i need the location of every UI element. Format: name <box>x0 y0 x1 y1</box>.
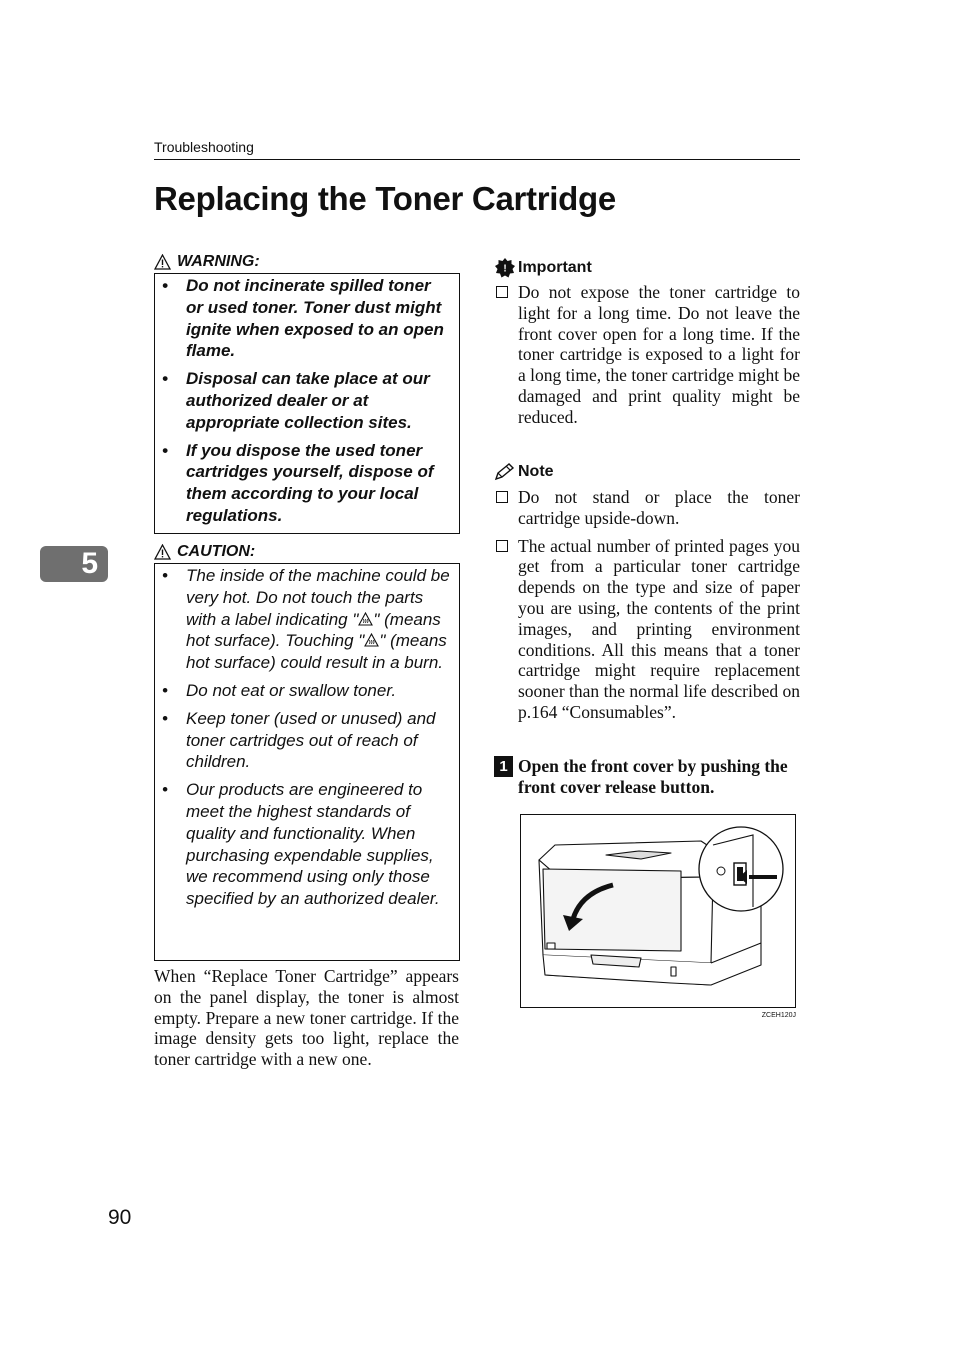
running-header: Troubleshooting <box>154 139 254 155</box>
note-item <box>494 536 800 723</box>
warning-item <box>162 368 451 433</box>
note-item <box>494 487 800 529</box>
caution-heading <box>154 543 255 561</box>
bullet: • <box>162 566 168 585</box>
important-icon <box>494 258 516 278</box>
caution-item-text-c: " (means hot surface) could result in a burn. <box>186 631 447 673</box>
caution-item <box>162 708 451 773</box>
caution-item <box>162 779 451 910</box>
caution-item <box>162 680 451 702</box>
step-1 <box>494 756 800 798</box>
warning-item-text: If you dispose the used toner cartridges yourself, dispose of them according to your local regulations. <box>186 440 434 525</box>
warning-item-text: Do not incinerate spilled toner or used toner. Toner dust might ignite when exposed to an open flame. <box>186 276 444 361</box>
warning-item <box>162 440 451 527</box>
checkbox-bullet-icon <box>496 540 508 552</box>
caution-item-text: Our products are engineered to meet the highest standards of quality and functionality. When purchasing expendable supplies, we recommend using only those specified by an authorized dealer. <box>186 780 440 909</box>
page-number: 90 <box>108 1206 132 1229</box>
printer-illustration <box>520 814 796 1008</box>
caution-heading-text: CAUTION: <box>177 543 256 560</box>
important-item <box>494 282 800 428</box>
bullet: • <box>162 708 168 728</box>
caution-item <box>162 565 451 674</box>
caution-item-text: Keep toner (used or unused) and toner cartridges out of reach of children. <box>186 708 436 772</box>
illustration-code: ZCEH120J <box>761 1012 796 1019</box>
bullet: • <box>162 680 168 700</box>
chapter-tab: 5 <box>40 546 108 582</box>
warning-heading <box>154 253 260 271</box>
warning-item <box>162 275 451 362</box>
caution-item-text-a: The inside of the machine could be very hot. Do not touch the parts with a label indicating " <box>186 566 450 629</box>
header-rule <box>154 159 800 160</box>
warning-box <box>154 273 460 534</box>
step-text: Open the front cover by pushing the front cover release button. <box>518 756 788 797</box>
important-heading <box>494 258 592 278</box>
printer-drawing <box>521 815 795 1007</box>
checkbox-bullet-icon <box>496 491 508 503</box>
hot-surface-icon <box>364 633 379 647</box>
checkbox-bullet-icon <box>496 286 508 298</box>
warning-heading-text: WARNING: <box>177 253 260 270</box>
hot-surface-icon <box>358 612 373 626</box>
important-item-text: Do not expose the toner cartridge to light for a long time. Do not leave the front cover open for a long time. If the toner cartridge is exposed to a light for a long time, the toner cartridge might be damaged and print quality might be reduced. <box>518 282 800 427</box>
important-heading-text: Important <box>518 259 592 276</box>
caution-item-text-b: " (means hot surface). Touching " <box>186 609 441 651</box>
step-number-badge: 1 <box>494 756 513 777</box>
warning-item-text: Disposal can take place at our authorized dealer or at appropriate collection sites. <box>186 369 430 432</box>
svg-text:!: ! <box>503 263 507 275</box>
caution-item-text: Do not eat or swallow toner. <box>186 680 397 700</box>
important-list <box>494 282 800 435</box>
intro-paragraph: When “Replace Toner Cartridge” appears on the panel display, the toner is almost empty. Prepare a new toner cartridge. If the image density gets too light, replace the toner cartridge with a new one. <box>154 966 459 1070</box>
note-heading <box>494 463 554 481</box>
bullet: • <box>162 369 168 389</box>
note-item-text: Do not stand or place the toner cartridge upside-down. <box>518 487 800 528</box>
note-heading-text: Note <box>518 463 554 480</box>
note-list <box>494 487 800 730</box>
warning-triangle-icon <box>154 254 171 270</box>
bullet: • <box>162 780 168 800</box>
bullet: • <box>162 276 168 295</box>
caution-box <box>154 563 460 961</box>
bullet: • <box>162 440 168 460</box>
pencil-icon <box>494 463 516 481</box>
caution-triangle-icon <box>154 544 171 560</box>
page-title: Replacing the Toner Cartridge <box>154 180 616 217</box>
note-item-text: The actual number of printed pages you get from a particular toner cartridge depends on the type and size of paper you are using, the contents of the print images, and printing environment conditions. All this means that a toner cartridge might require replacement sooner than the normal life described on p.164 “Consumables”. <box>518 535 800 722</box>
